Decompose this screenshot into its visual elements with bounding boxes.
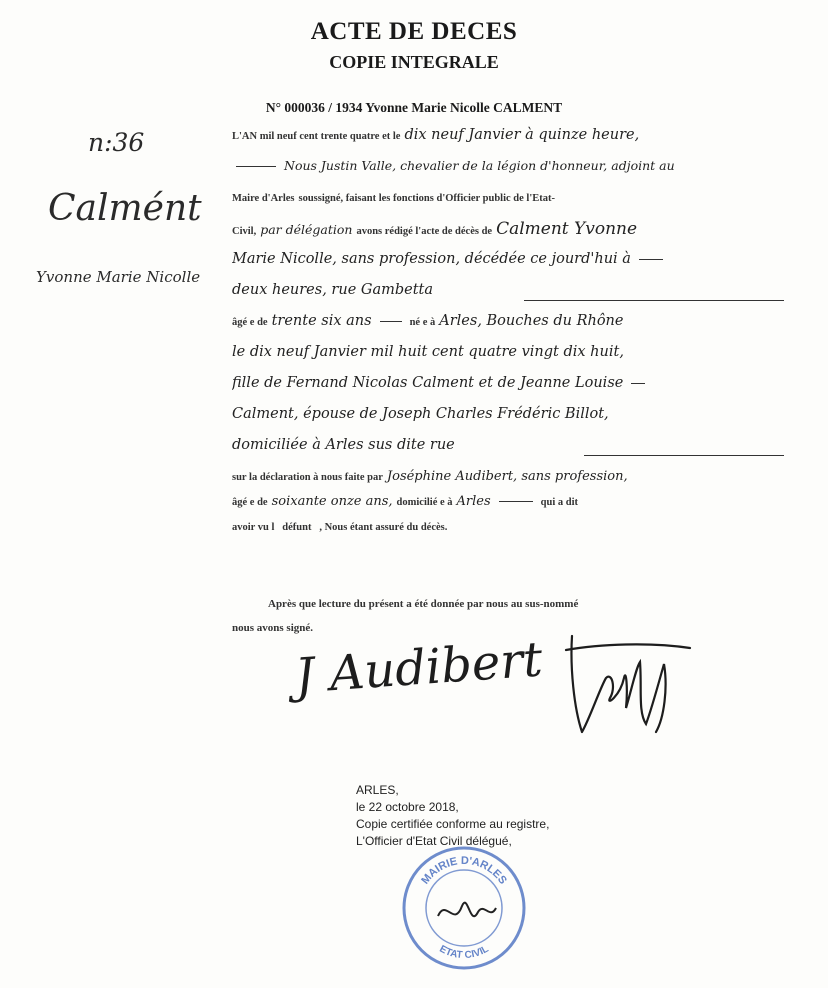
dash-rule <box>631 383 645 384</box>
declarant-signature: J Audibert <box>293 631 545 705</box>
act-line: Nous Justin Valle, chevalier de la légion d'honneur, adjoint au <box>232 157 784 188</box>
act-line: avoir vu l défunt , Nous étant assuré du décès. <box>232 522 448 533</box>
act-body <box>232 126 784 542</box>
act-line: fille de Fernand Nicolas Calment et de Jeanne Louise <box>232 374 784 405</box>
cert-officer: L'Officier d'Etat Civil délégué, <box>356 834 512 848</box>
fill-rule <box>524 300 784 301</box>
margin-given-names: Yvonne Marie Nicolle <box>36 268 201 286</box>
act-line: âgé e de soixante onze ans, domicilié e à Arles qui a dit <box>232 494 579 509</box>
certification-block <box>356 782 549 850</box>
dash-rule <box>639 259 663 260</box>
document-title: ACTE DE DECES <box>310 18 518 45</box>
act-line: Maire d'Arles soussigné, faisant les fonctions d'Officier public de l'Etat- <box>232 193 555 204</box>
act-line: domiciliée à Arles sus dite rue <box>232 436 784 467</box>
act-line: Marie Nicolle, sans profession, décédée ce jourd'hui à <box>232 250 784 281</box>
act-line: Civil, par délégation avons rédigé l'acte de décès de Calment Yvonne <box>232 219 638 239</box>
cert-statement: Copie certifiée conforme au registre, <box>356 817 550 831</box>
closing-statement: Après que lecture du présent a été donnée par nous au sus-nommé nous avons signé. <box>232 598 579 634</box>
stamp-signature-scribble <box>438 903 496 916</box>
dash-rule <box>499 501 533 502</box>
margin-surname: Calmént <box>48 188 202 229</box>
act-line: sur la déclaration à nous faite par Joséphine Audibert, sans profession, <box>232 469 628 484</box>
act-line: L'AN mil neuf cent trente quatre et le dix neuf Janvier à quinze heure, <box>232 127 640 143</box>
officer-signature <box>560 628 700 738</box>
act-reference: N° 000036 / 1934 Yvonne Marie Nicolle CALMENT <box>265 100 563 115</box>
act-line: deux heures, rue Gambetta <box>232 281 784 312</box>
act-line: Calment, épouse de Joseph Charles Frédéric Billot, <box>232 406 609 422</box>
official-seal-stamp <box>398 842 530 974</box>
act-line: le dix neuf Janvier mil huit cent quatre vingt dix huit, <box>232 344 624 360</box>
document-subtitle: COPIE INTEGRALE <box>329 52 499 72</box>
cert-date: le 22 octobre 2018, <box>356 800 459 814</box>
margin-act-number: n:36 <box>88 128 145 157</box>
svg-text:MAIRIE D'ARLES <box>419 855 509 887</box>
cert-city: ARLES, <box>356 783 399 797</box>
dash-rule <box>236 166 276 167</box>
dash-rule <box>380 321 402 322</box>
act-line: âgé e de trente six ans né e à Arles, Bouches du Rhône <box>232 313 624 329</box>
stamp-bottom-text: ETAT CIVIL <box>437 943 491 962</box>
stamp-top-text: MAIRIE D'ARLES <box>419 854 509 887</box>
fill-rule <box>584 455 784 456</box>
